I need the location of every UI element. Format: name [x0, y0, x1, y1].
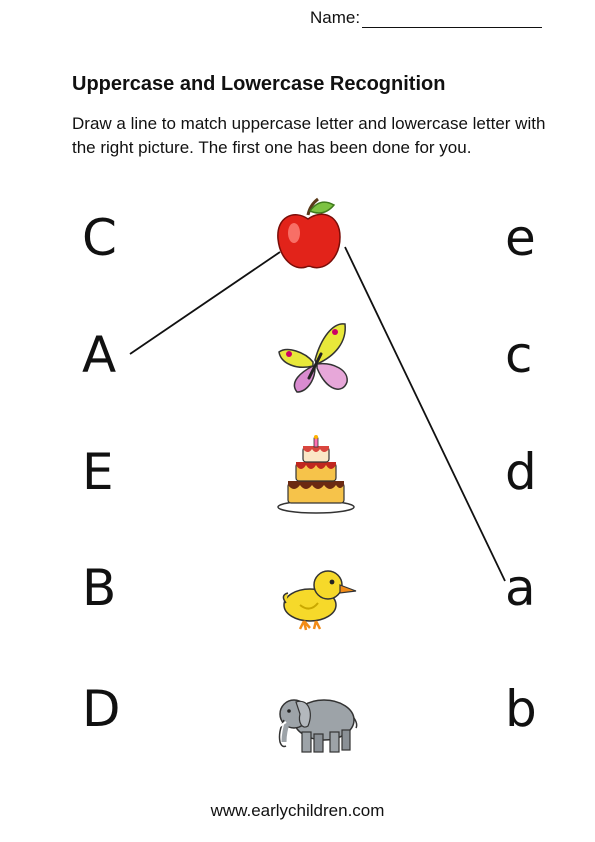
lowercase-letter-2: c: [505, 326, 533, 384]
worksheet-instructions: Draw a line to match uppercase letter and lowercase letter with the right picture. The first one has been done for you.: [72, 114, 546, 157]
uppercase-letter-1: C: [82, 209, 117, 267]
worksheet-title: Uppercase and Lowercase Recognition: [72, 73, 446, 95]
uppercase-letter-4: B: [82, 559, 117, 617]
footer-website: www.earlychildren.com: [210, 801, 385, 820]
lowercase-letter-1: e: [505, 209, 536, 267]
lowercase-letter-3: d: [505, 443, 537, 501]
uppercase-letter-5: D: [82, 680, 121, 738]
uppercase-letter-2: A: [82, 326, 117, 384]
match-line-uppercase: [130, 252, 280, 354]
name-label: Name:: [310, 8, 361, 27]
lowercase-letter-4: a: [505, 559, 536, 617]
match-line-lowercase: [345, 247, 505, 581]
lowercase-letter-5: b: [505, 680, 537, 738]
uppercase-letter-3: E: [82, 443, 114, 501]
